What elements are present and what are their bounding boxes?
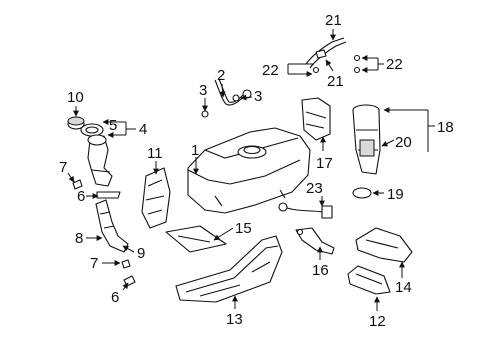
heat-shield-upper[interactable] (356, 228, 412, 262)
callout-22-left: 22 (262, 62, 279, 79)
callout-7-lower: 7 (90, 255, 99, 272)
callout-23: 23 (306, 180, 323, 197)
fuel-pump-module[interactable] (353, 105, 380, 174)
callout-13: 13 (226, 311, 243, 328)
clip-part-3-left[interactable] (202, 111, 208, 117)
tank-bracket[interactable] (302, 98, 330, 140)
callout-18: 18 (437, 119, 454, 136)
callout-17: 17 (316, 155, 333, 172)
callout-19: 19 (387, 186, 404, 203)
vent-clip-left[interactable] (314, 68, 319, 73)
callout-14: 14 (395, 279, 412, 296)
filler-shield[interactable] (142, 168, 170, 228)
clamp-upper[interactable] (97, 192, 120, 198)
callout-21-lower: 21 (327, 73, 344, 90)
callout-4: 4 (139, 121, 148, 138)
fuel-pump-seal[interactable] (353, 188, 371, 198)
callout-7-upper: 7 (59, 159, 68, 176)
clip-part-3-right[interactable] (233, 95, 239, 101)
callout-8: 8 (75, 230, 84, 247)
callout-11: 11 (147, 145, 163, 162)
tank-strap[interactable] (166, 226, 226, 252)
clamp-lower[interactable] (124, 276, 135, 286)
filler-neck[interactable] (88, 135, 112, 186)
callout-21-upper: 21 (325, 12, 342, 29)
callout-20: 20 (395, 134, 412, 151)
heat-shield-lower[interactable] (348, 266, 390, 294)
sender-harness[interactable] (279, 203, 332, 218)
callout-5: 5 (109, 117, 118, 134)
callout-3-left: 3 (199, 82, 208, 99)
callout-22-right: 22 (386, 56, 403, 73)
callout-2: 2 (217, 67, 226, 84)
callout-15: 15 (235, 220, 252, 237)
callout-12: 12 (369, 313, 386, 330)
callout-10: 10 (67, 89, 84, 106)
vent-clip-right[interactable] (355, 56, 360, 73)
filler-hose[interactable] (96, 200, 128, 252)
callout-9: 9 (137, 245, 146, 262)
filler-gasket[interactable] (81, 124, 103, 136)
harness-bracket[interactable] (296, 228, 334, 254)
fuel-tank[interactable] (188, 128, 310, 213)
callout-3-right: 3 (254, 88, 263, 105)
bolt-lower[interactable] (122, 260, 130, 268)
callout-16: 16 (312, 262, 329, 279)
callout-1: 1 (191, 142, 200, 159)
callout-6-upper: 6 (77, 188, 86, 205)
callout-6-lower: 6 (111, 289, 120, 306)
